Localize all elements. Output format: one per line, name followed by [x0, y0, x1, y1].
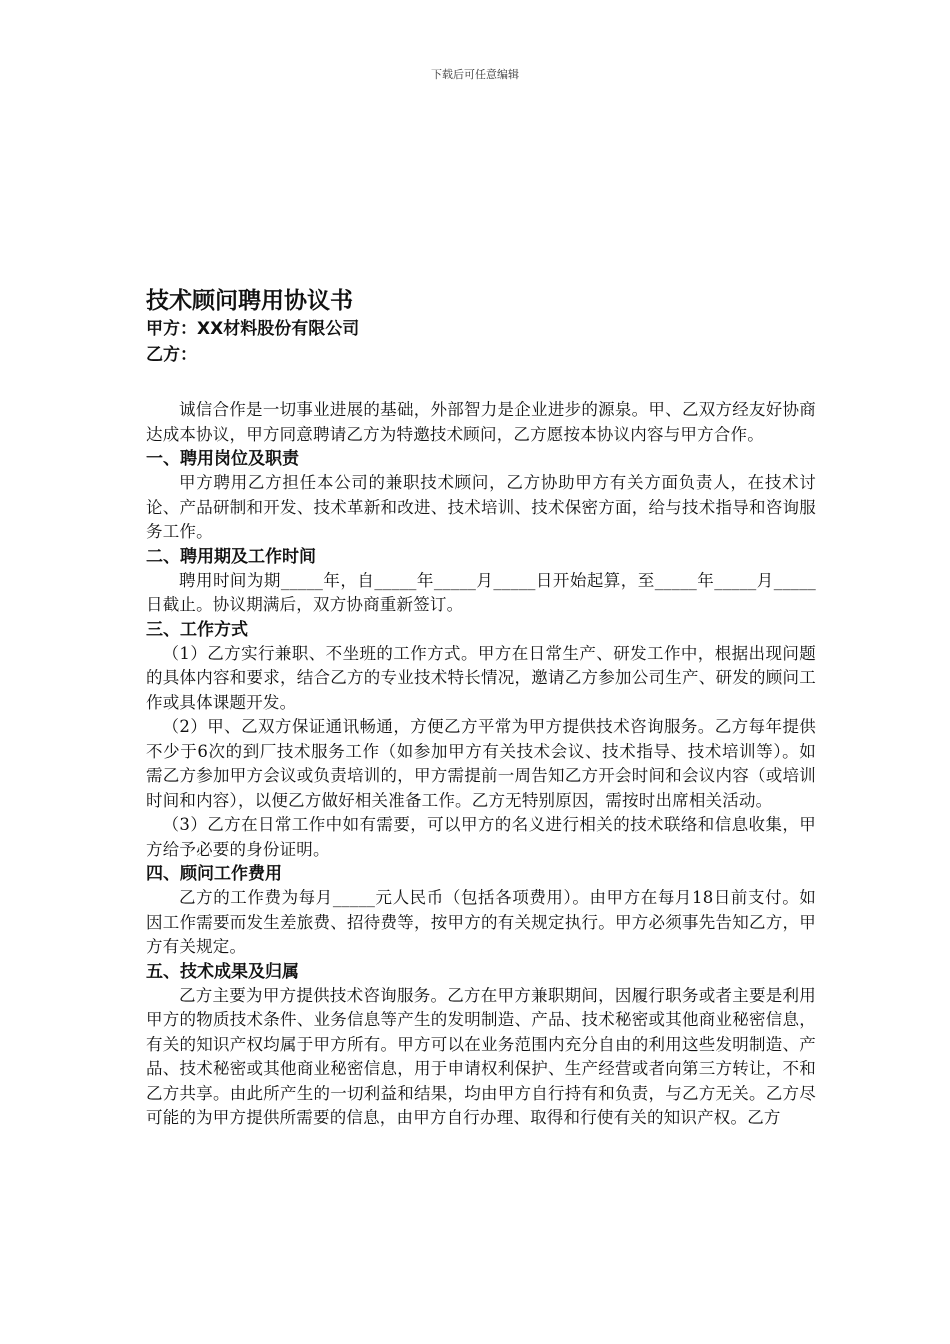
- header-note: 下载后可任意编辑: [431, 68, 519, 81]
- party-b: 乙方：: [146, 345, 197, 365]
- section-5-heading: 五、技术成果及归属: [146, 961, 299, 982]
- section-3-paragraph-2: （2）甲、乙双方保证通讯畅通，方便乙方平常为甲方提供技术咨询服务。乙方每年提供不少于6次的到厂技术服务工作（如参加甲方有关技术会议、技术指导、技术培训等）。如需乙方参加甲方会议或负责培训的，甲方需提前一周告知乙方开会时间和会议内容（或培训时间和内容），以便乙方做好相关准备工作。乙方无特别原因，需按时出席相关活动。: [146, 717, 816, 810]
- document-body: [146, 286, 816, 1131]
- section-2-heading: 二、聘用期及工作时间: [146, 546, 316, 567]
- spacer: [146, 368, 816, 398]
- section-2-paragraph-1: 聘用时间为期_____年，自_____年_____月_____日开始起算，至_____年_____月_____日截止。协议期满后，双方协商重新签订。: [146, 570, 816, 614]
- intro-paragraph: 诚信合作是一切事业进展的基础，外部智力是企业进步的源泉。甲、乙双方经友好协商达成本协议，甲方同意聘请乙方为特邀技术顾问，乙方愿按本协议内容与甲方合作。: [146, 400, 816, 444]
- section-3-heading: 三、工作方式: [146, 619, 248, 640]
- section-1-heading: 一、聘用岗位及职责: [146, 449, 299, 469]
- section-4-paragraph-1: 乙方的工作费为每月_____元人民币（包括各项费用）。由甲方在每月18日前支付。如因工作需要而发生差旅费、招待费等，按甲方的有关规定执行。甲方必须事先告知乙方，甲方有关规定。: [146, 888, 816, 956]
- section-4-heading: 四、顾问工作费用: [146, 864, 282, 884]
- document-title: 技术顾问聘用协议书: [146, 288, 353, 314]
- section-3-paragraph-1: （1）乙方实行兼职、不坐班的工作方式。甲方在日常生产、研发工作中，根据出现问题的具体内容和要求，结合乙方的专业技术特长情况，邀请乙方参加公司生产、研发的顾问工作或具体课题开发。: [146, 643, 816, 712]
- section-5-paragraph-1: 乙方主要为甲方提供技术咨询服务。乙方在甲方兼职期间，因履行职务或者主要是利用甲方的物质技术条件、业务信息等产生的发明制造、产品、技术秘密或其他商业秘密信息，有关的知识产权均属于甲方所有。甲方可以在业务范围内充分自由的利用这些发明制造、产品、技术秘密或其他商业秘密信息，用于申请权利保护、生产经营或者向第三方转让，不和乙方共享。由此所产生的一切利益和结果，均由甲方自行持有和负责，与乙方无关。乙方尽可能的为甲方提供所需要的信息，由甲方自行办理、取得和行使有关的知识产权。乙方: [146, 985, 816, 1127]
- section-1-paragraph-1: 甲方聘用乙方担任本公司的兼职技术顾问，乙方协助甲方有关方面负责人，在技术讨论、产品研制和开发、技术革新和改进、技术培训、技术保密方面，给与技术指导和咨询服务工作。: [146, 473, 816, 541]
- party-a: 甲方：XX材料股份有限公司: [146, 319, 360, 339]
- section-3-paragraph-3: （3）乙方在日常工作中如有需要，可以甲方的名义进行相关的技术联络和信息收集，甲方给予必要的身份证明。: [146, 815, 816, 859]
